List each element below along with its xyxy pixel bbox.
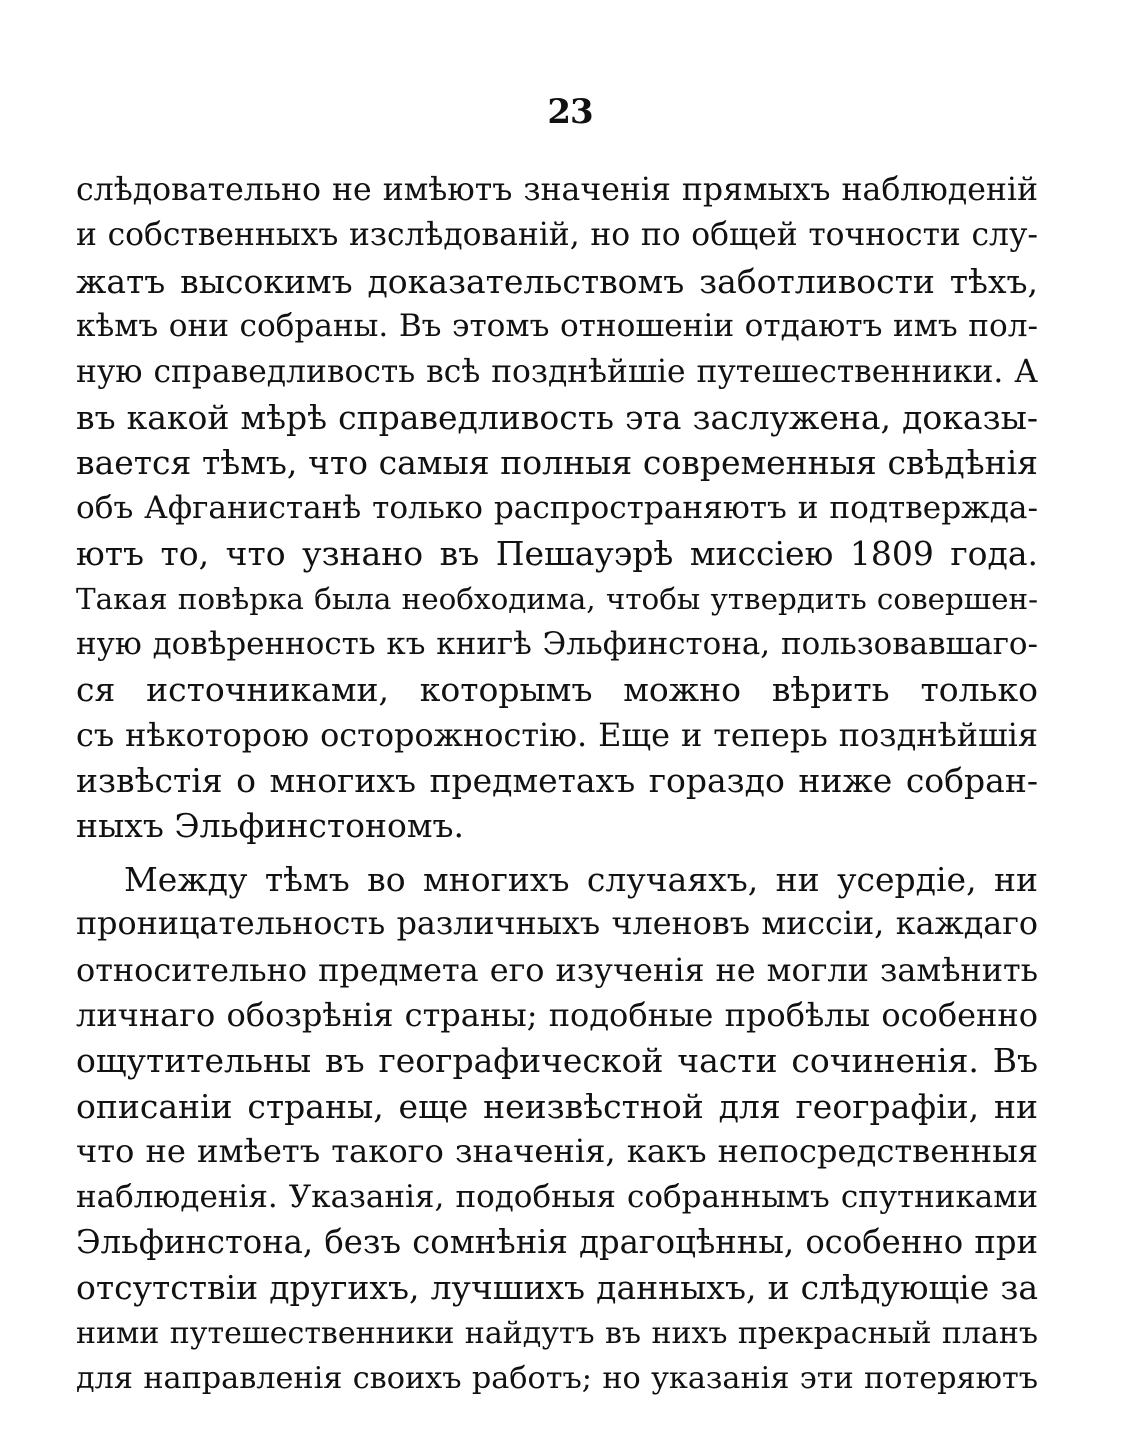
text-line: ныхъ Эльфинстономъ. (76, 806, 464, 846)
text-line: въ какой мѣрѣ справедливость эта заслужена, доказы- (76, 397, 1038, 437)
text-line: что не имѣетъ такого значенія, какъ непосредственныя (76, 1132, 1038, 1171)
text-line: ними путешественники найдутъ въ нихъ прекрасный планъ (76, 1315, 1038, 1351)
paragraph-2 (76, 857, 1038, 1402)
text-line: Такая повѣрка была необходима, чтобы утвердить совершен- (76, 581, 1038, 616)
text-line: жатъ высокимъ доказательствомъ заботливости тѣхъ, (76, 261, 1038, 301)
text-line: относительно предмета его изученія не могли замѣнить (76, 950, 1038, 989)
text-line: кѣмъ они собраны. Въ этомъ отношеніи отдаютъ имъ пол- (76, 308, 1038, 345)
text-line: описаніи страны, еще неизвѣстной для географіи, ни (76, 1086, 1038, 1126)
text-line: Между тѣмъ во многихъ случаяхъ, ни усердіе, ни (124, 859, 1038, 899)
body-text (76, 168, 1038, 1402)
text-line: ся источниками, которымъ можно вѣрить только (76, 670, 1038, 710)
text-line: Эльфинстона, безъ сомнѣнія драгоцѣнны, особенно при (76, 1222, 1038, 1261)
text-line: отсутствіи другихъ, лучшихъ данныхъ, и слѣдующіе за (76, 1268, 1038, 1308)
text-line: слѣдовательно не имѣютъ значенія прямыхъ наблюденій (76, 172, 1038, 208)
text-line: проницательность различныхъ членовъ миссіи, каждаго (76, 906, 1038, 943)
text-line: для направленія своихъ работъ; но указанія эти потеряютъ (76, 1361, 1038, 1397)
text-line: вается тѣмъ, что самыя полныя современныя свѣдѣнія (76, 443, 1038, 483)
text-line: ную довѣренность къ книгѣ Эльфинстона, пользовавшаго- (76, 625, 1038, 662)
text-line: извѣстія о многихъ предметахъ гораздо ниже собран- (76, 761, 1038, 801)
text-line: и собственныхъ изслѣдованій, но по общей точности слу- (76, 217, 1038, 254)
page-number: 23 (547, 92, 593, 132)
text-line: наблюденія. Указанія, подобныя собраннымъ спутниками (76, 1178, 1038, 1215)
text-line: объ Афганистанѣ только распространяютъ и подтвержда- (76, 489, 1038, 526)
text-line: ную справедливость всѣ позднѣйшіе путешественники. А (76, 353, 1038, 390)
text-line: ютъ то, что узнано въ Пешауэрѣ миссіею 1809 года. (76, 534, 1038, 574)
text-line: съ нѣкоторою осторожностію. Еще и теперь позднѣйшія (76, 715, 1038, 754)
text-line: ощутительны въ географической части сочиненія. Въ (76, 1041, 1038, 1081)
paragraph-1 (76, 168, 1038, 849)
text-line: личнаго обозрѣнія страны; подобные пробѣлы особенно (76, 996, 1038, 1035)
